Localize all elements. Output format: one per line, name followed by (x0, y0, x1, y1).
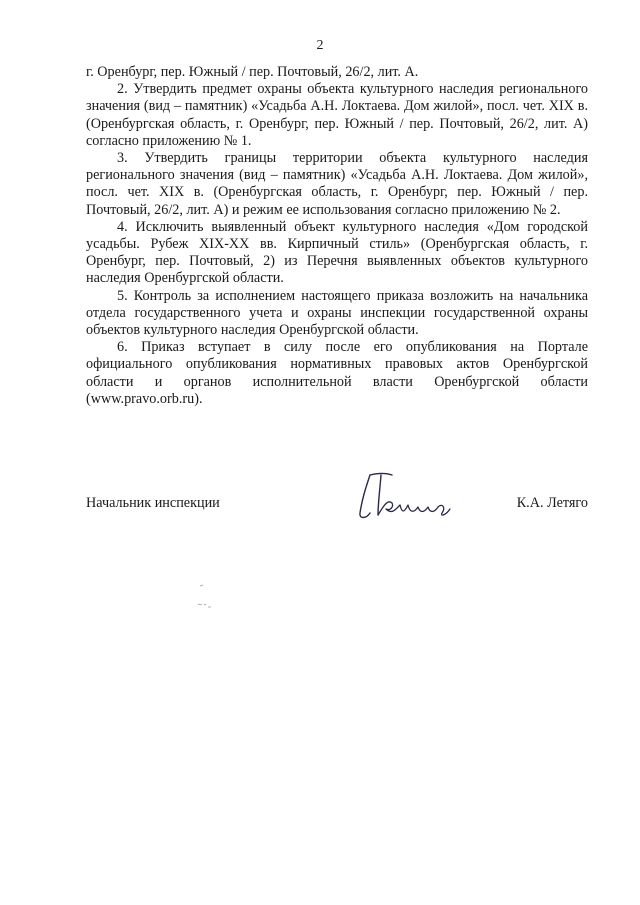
paragraph-item-5: 5. Контроль за исполнением настоящего приказа возложить на начальника отдела государственного учета и охраны инспекции государственной охраны объектов культурного наследия Оренбургской области. (86, 287, 588, 339)
paragraph-item-6: 6. Приказ вступает в силу после его опубликования на Портале официального опубликования нормативных правовых актов Оренбургской области и органов исполнительной власти Оренбургской области (www.pravo.orb.ru). (86, 339, 588, 407)
handwritten-signature (348, 469, 458, 525)
scan-artifact (188, 580, 228, 620)
signatory-name: К.А. Летяго (516, 495, 588, 511)
signatory-position: Начальник инспекции (86, 495, 220, 511)
page-number: 2 (316, 38, 324, 53)
document-body (86, 64, 588, 408)
paragraph-item-2: 2. Утвердить предмет охраны объекта культурного наследия регионального значения (вид – памятник) «Усадьба А.Н. Локтаева. Дом жилой», посл. чет. XIX в. (Оренбургская область, г. Оренбург, пер. Южный / пер. Почтовый, 26/2, лит. А) согласно приложению № 1. (86, 81, 588, 149)
signature-block (86, 489, 588, 529)
paragraph-address-continuation: г. Оренбург, пер. Южный / пер. Почтовый, 26/2, лит. А. (86, 64, 419, 80)
paragraph-item-3: 3. Утвердить границы территории объекта культурного наследия регионального значения (вид – памятник) «Усадьба А.Н. Локтаева. Дом жилой», посл. чет. XIX в. (Оренбургская область, г. Оренбург, пер. Южный / пер. Почтовый, 26/2, лит. А) и режим ее использования согласно приложению № 2. (86, 150, 588, 218)
paragraph-item-4: 4. Исключить выявленный объект культурного наследия «Дом городской усадьбы. Рубеж XIX-XX вв. Кирпичный стиль» (Оренбургская область, г. Оренбург, пер. Почтовый, 2) из Перечня выявленных объектов культурного наследия Оренбургской области. (86, 218, 588, 287)
